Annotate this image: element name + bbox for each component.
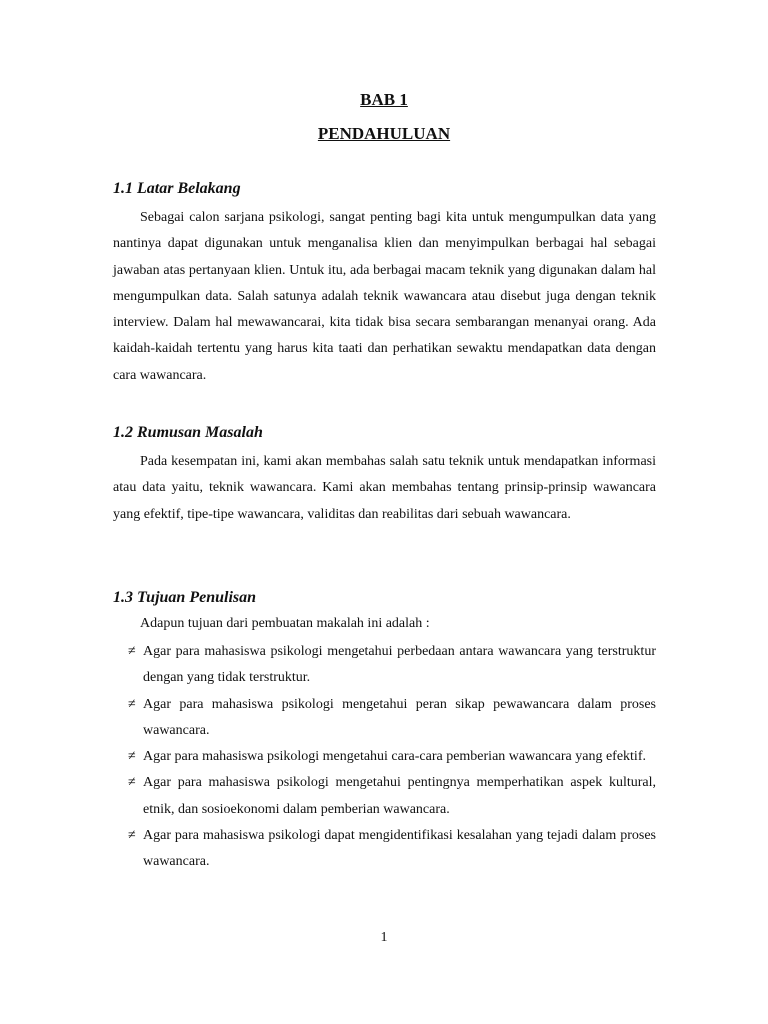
list-item-text: Agar para mahasiswa psikologi mengetahui peran sikap pewawancara dalam proses wawancara. <box>143 696 656 738</box>
page-number: 1 <box>380 930 388 945</box>
section-heading-latar-belakang: 1.1 Latar Belakang <box>113 180 241 197</box>
objective-list <box>113 639 656 876</box>
list-item <box>113 770 656 823</box>
list-item <box>113 823 656 876</box>
not-equal-bullet-icon: ≠ <box>128 749 136 765</box>
list-item <box>113 639 656 692</box>
not-equal-bullet-icon: ≠ <box>128 828 136 844</box>
not-equal-bullet-icon: ≠ <box>128 644 136 659</box>
section-heading-tujuan-penulisan: 1.3 Tujuan Penulisan <box>113 589 257 606</box>
list-item-text: Agar para mahasiswa psikologi mengetahui pentingnya memperhatikan aspek kultural, etnik, dan sosioekonomi dalam pemberian wawancara. <box>143 775 656 817</box>
chapter-number: BAB 1 <box>360 90 408 109</box>
list-item <box>113 692 656 745</box>
section-paragraph-rumusan-masalah: Pada kesempatan ini, kami akan membahas salah satu teknik untuk mendapatkan informasi atau data yaitu, teknik wawancara. Kami akan membahas tentang prinsip-prinsip wawancara yang efektif, tipe-tipe wawancara, validitas dan reabilitas dari sebuah wawancara. <box>113 454 656 522</box>
section-paragraph-latar-belakang: Sebagai calon sarjana psikologi, sangat penting bagi kita untuk mengumpulkan data yang nantinya dapat digunakan untuk menganalisa klien dan menyimpulkan berbagai hal sebagai jawaban atas pertanyaan klien. Untuk itu, ada berbagai macam teknik yang digunakan dalam hal mengumpulkan data. Salah satunya adalah teknik wawancara atau disebut juga dengan teknik interview. Dalam hal mewawancarai, kita tidak bisa secara sembarangan menanyai orang. Ada kaidah-kaidah tertentu yang harus kita taati dan perhatikan sewaktu mendapatkan data dengan cara wawancara. <box>113 210 656 383</box>
list-item-text: Agar para mahasiswa psikologi dapat mengidentifikasi kesalahan yang tejadi dalam proses wawancara. <box>143 828 656 870</box>
list-item-text: Agar para mahasiswa psikologi mengetahui perbedaan antara wawancara yang terstruktur dengan yang tidak terstruktur. <box>143 644 656 686</box>
not-equal-bullet-icon: ≠ <box>128 696 136 712</box>
list-item-text: Agar para mahasiswa psikologi mengetahui cara-cara pemberian wawancara yang efektif. <box>143 749 646 765</box>
chapter-title: PENDAHULUAN <box>317 124 451 143</box>
section-heading-rumusan-masalah: 1.2 Rumusan Masalah <box>113 424 263 441</box>
not-equal-bullet-icon: ≠ <box>128 775 136 791</box>
list-item <box>113 744 656 770</box>
section-intro-tujuan: Adapun tujuan dari pembuatan makalah ini adalah : <box>140 616 430 631</box>
